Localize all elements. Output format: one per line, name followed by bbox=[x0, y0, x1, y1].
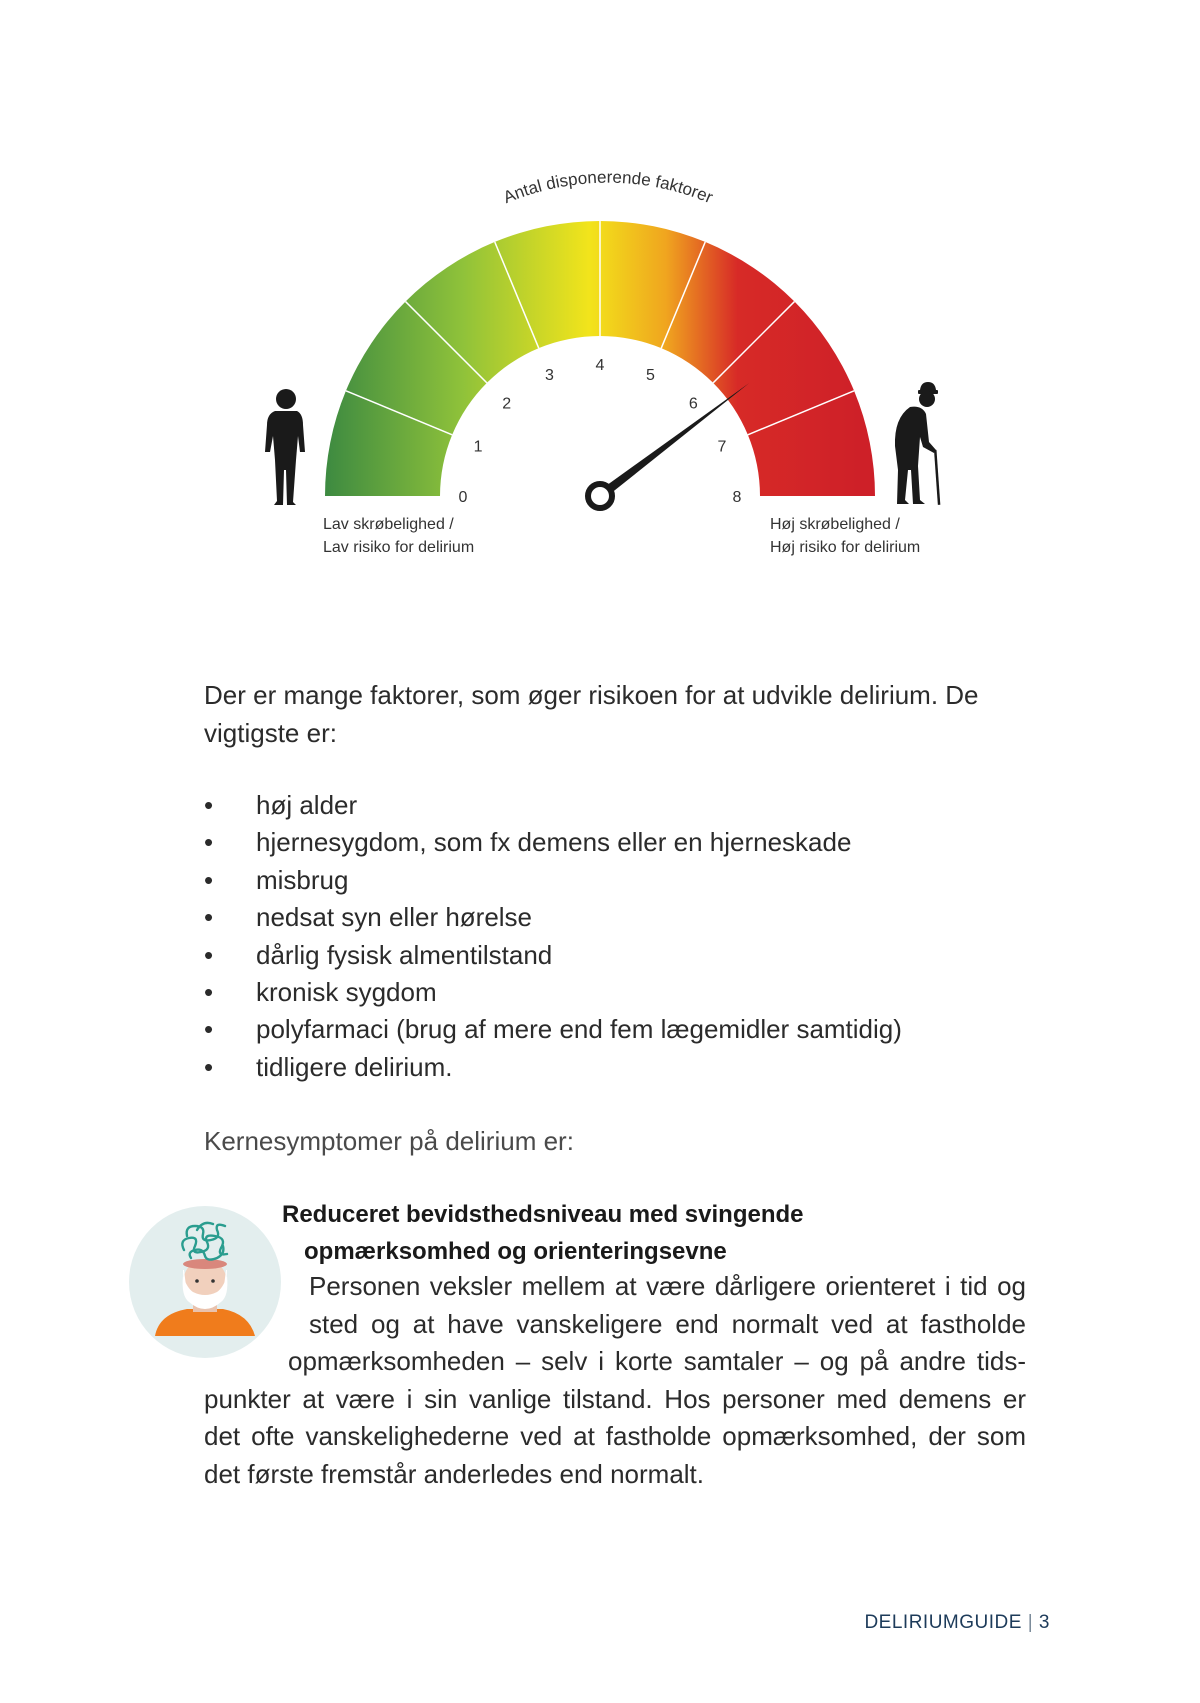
risk-factor-item bbox=[204, 787, 1026, 824]
gauge-tick-label: 4 bbox=[595, 357, 605, 374]
risk-factor-item bbox=[204, 974, 1026, 1011]
risk-factor-text: misbrug bbox=[256, 864, 349, 895]
gauge-tick-label: 0 bbox=[458, 489, 468, 506]
page-number: 3 bbox=[1038, 1612, 1050, 1633]
risk-factor-text: høj alder bbox=[256, 790, 358, 820]
bullet: • bbox=[204, 864, 214, 895]
gauge-tick-label: 2 bbox=[502, 395, 512, 413]
symptom-heading bbox=[282, 1196, 1042, 1270]
risk-factor-text: nedsat syn eller hørelse bbox=[256, 902, 533, 933]
gauge-tick-label: 7 bbox=[717, 438, 727, 456]
intro-paragraph: Der er mange faktorer, som øger risikoen for at udvikle delirium. De vigtigste er: bbox=[204, 680, 979, 748]
bullet: • bbox=[204, 827, 214, 858]
symptom-heading-line1: Reduceret bevidsthedsniveau med svingende bbox=[282, 1201, 804, 1228]
page-footer bbox=[864, 1612, 1050, 1634]
bullet: • bbox=[204, 977, 214, 1008]
risk-factor-text: tidligere delirium. bbox=[256, 1051, 453, 1082]
risk-factor-text: polyfarmaci (brug af mere end fem lægemidler samtidig) bbox=[256, 1014, 902, 1045]
bullet: • bbox=[204, 939, 214, 970]
elderly-person-with-cane-icon bbox=[895, 382, 940, 505]
risk-factor-text: dårlig fysisk almentilstand bbox=[256, 939, 553, 970]
standing-person-icon bbox=[265, 389, 305, 505]
high-risk-label-line1: Høj skrøbelighed / bbox=[770, 516, 900, 533]
symptom-line: Personen veksler mellem at være dårligere orienteret i tid og bbox=[309, 1271, 1026, 1301]
symptom-line: det første fremstår anderledes end normalt. bbox=[204, 1458, 705, 1489]
footer-separator: | bbox=[1027, 1612, 1034, 1633]
risk-factor-item bbox=[204, 1011, 1026, 1048]
risk-factor-item bbox=[204, 899, 1026, 936]
core-symptoms-intro: Kernesymptomer på delirium er: bbox=[204, 1126, 574, 1156]
risk-factor-text: hjernesygdom, som fx demens eller en hjerneskade bbox=[256, 827, 852, 858]
symptom-heading-line2: opmærksomhed og orienteringsevne bbox=[304, 1238, 727, 1265]
symptom-line: opmærksomheden – selv i korte samtaler – og på andre tids- bbox=[288, 1346, 1026, 1376]
bullet: • bbox=[204, 902, 214, 933]
low-risk-label-line1: Lav skrøbelighed / bbox=[323, 516, 454, 533]
risk-factor-item bbox=[204, 824, 1026, 861]
risk-factor-item bbox=[204, 862, 1026, 899]
gauge-tick-label: 1 bbox=[473, 438, 483, 456]
gauge-tick-label: 8 bbox=[732, 489, 742, 506]
risk-factor-list bbox=[204, 787, 1026, 1086]
bullet: • bbox=[204, 790, 214, 820]
low-risk-label-line2: Lav risiko for delirium bbox=[323, 539, 475, 556]
frailty-risk-gauge bbox=[0, 0, 1200, 600]
bullet: • bbox=[204, 1014, 214, 1045]
risk-factor-text: kronisk sygdom bbox=[256, 977, 437, 1008]
symptom-line: sted og at have vanskeligere end normalt ved at fastholde bbox=[309, 1308, 1026, 1339]
bullet: • bbox=[204, 1051, 214, 1082]
guide-name: DELIRIUMGUIDE bbox=[864, 1612, 1022, 1633]
gauge-needle-hub bbox=[588, 484, 612, 508]
gauge-tick-label: 5 bbox=[646, 367, 655, 385]
high-risk-label-line2: Høj risiko for delirium bbox=[770, 539, 921, 556]
risk-factor-item bbox=[204, 1049, 1026, 1086]
gauge-tick-label: 3 bbox=[545, 367, 554, 385]
symptom-description bbox=[204, 1268, 1026, 1493]
risk-factor-item bbox=[204, 937, 1026, 974]
symptom-line: punkter at være i sin vanlige tilstand. Hos personer med demens er bbox=[204, 1383, 1026, 1414]
gauge-needle bbox=[605, 383, 749, 493]
gauge-tick-label: 6 bbox=[688, 395, 698, 413]
symptom-line: det ofte vanskelighederne ved at fastholde opmærksomhed, der som bbox=[204, 1421, 1026, 1451]
gauge-title: Antal disponerende faktorer bbox=[500, 167, 716, 208]
